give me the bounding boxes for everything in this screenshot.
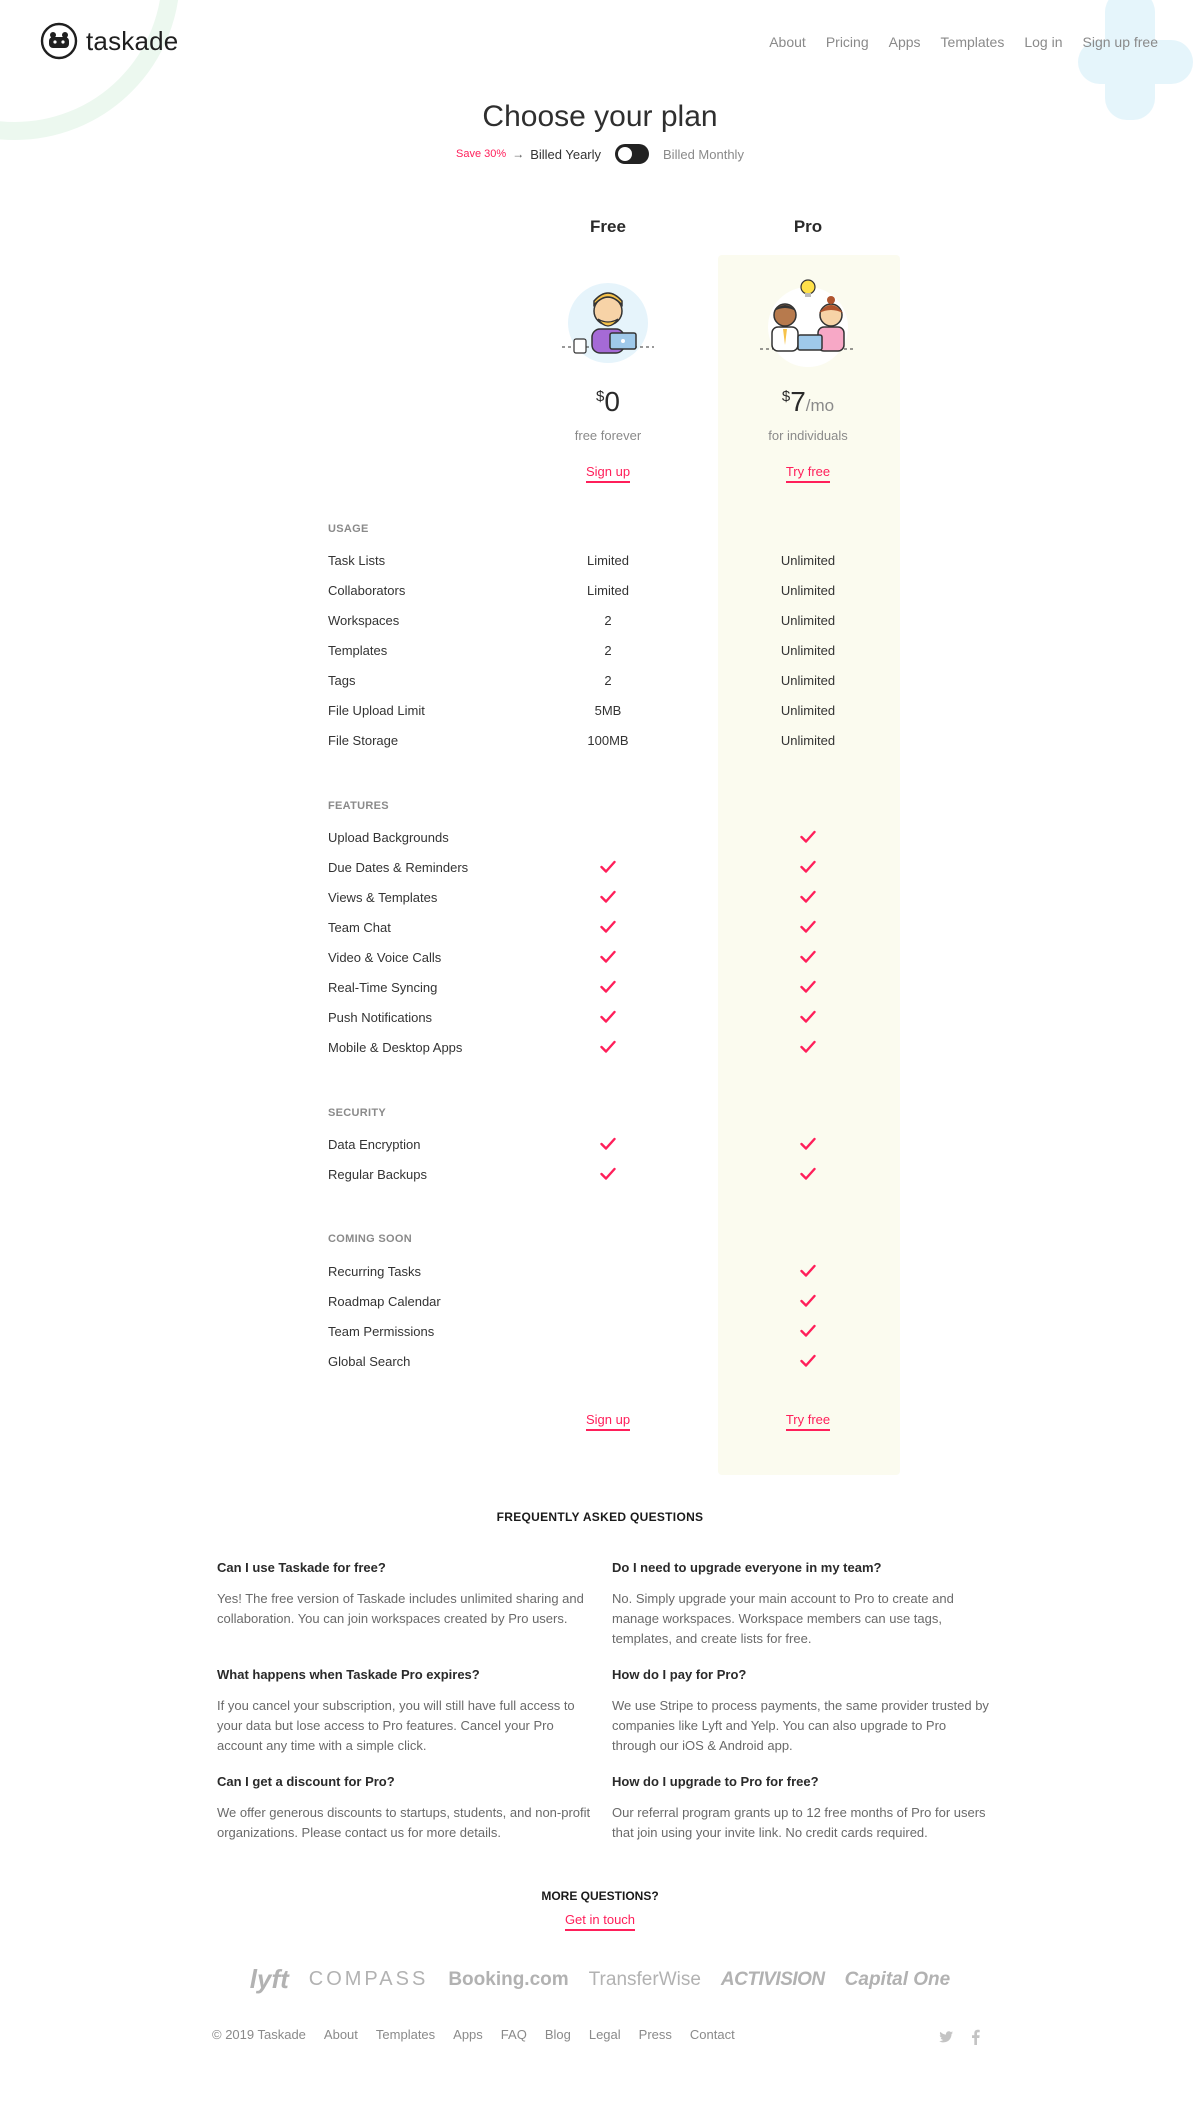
more-questions xyxy=(0,1912,1200,1927)
row-label: File Storage xyxy=(328,733,399,748)
checkmark-icon xyxy=(600,1137,616,1151)
lyft-logo: lyft xyxy=(249,1964,289,1994)
pro-check-icon xyxy=(728,1010,888,1027)
faq-answer: We use Stripe to process payments, the same provider trusted by companies like Lyft and Yelp. You can also upgrade to Pro through our iOS & Android app. xyxy=(612,1698,989,1753)
checkmark-icon xyxy=(600,860,616,874)
row-label: Data Encryption xyxy=(328,1137,421,1152)
pro-plan-illustration xyxy=(758,275,858,375)
pro-check-icon xyxy=(728,830,888,847)
faq-title: FREQUENTLY ASKED QUESTIONS xyxy=(496,1510,704,1524)
pro-value: Unlimited xyxy=(780,673,836,688)
faq-item xyxy=(217,1560,597,1629)
table-row xyxy=(328,1137,888,1157)
checkmark-icon xyxy=(800,980,816,994)
billing-switch xyxy=(0,144,1200,164)
checkmark-icon xyxy=(800,950,816,964)
table-row xyxy=(328,950,888,970)
footer-link-contact[interactable]: Contact xyxy=(689,2027,735,2042)
free-plan-illustration xyxy=(558,275,658,375)
table-row xyxy=(328,980,888,1000)
top-nav xyxy=(769,34,1158,50)
checkmark-icon xyxy=(800,890,816,904)
row-label: Templates xyxy=(328,643,388,658)
faq-answer: Yes! The free version of Taskade includes unlimited sharing and collaboration. You can join workspaces created by Pro users. xyxy=(217,1591,584,1626)
checkmark-icon xyxy=(800,1354,816,1368)
nav-pricing[interactable]: Pricing xyxy=(825,34,869,50)
section-label-usage: USAGE xyxy=(328,523,369,535)
row-label: Team Permissions xyxy=(328,1324,435,1339)
arrow-right-icon: → xyxy=(512,147,525,161)
free-check-icon xyxy=(528,1010,688,1027)
free-price xyxy=(528,386,688,418)
row-label: Recurring Tasks xyxy=(328,1264,421,1279)
table-row xyxy=(328,553,888,573)
section-label-features: FEATURES xyxy=(328,800,389,812)
faq-question: What happens when Taskade Pro expires? xyxy=(217,1667,480,1682)
faq-item xyxy=(612,1560,992,1649)
section-label-security: SECURITY xyxy=(328,1107,387,1119)
free-signup-link-bottom[interactable]: Sign up xyxy=(586,1412,630,1431)
table-row xyxy=(328,613,888,633)
row-label: Push Notifications xyxy=(328,1010,433,1025)
faq-item xyxy=(612,1774,992,1843)
row-label: Upload Backgrounds xyxy=(328,830,449,845)
table-row xyxy=(328,643,888,663)
free-value: Limited xyxy=(587,553,629,568)
plan-name-free: Free xyxy=(590,217,626,236)
site-header xyxy=(0,0,1200,84)
free-amount: 0 xyxy=(604,386,620,417)
logo[interactable] xyxy=(40,22,178,60)
table-row xyxy=(328,1354,888,1374)
nav-templates[interactable]: Templates xyxy=(940,34,1005,50)
pro-value: Unlimited xyxy=(780,733,836,748)
checkmark-icon xyxy=(800,1324,816,1338)
checkmark-icon xyxy=(600,1040,616,1054)
pro-value: Unlimited xyxy=(780,583,836,598)
pro-check-icon xyxy=(728,890,888,907)
pro-check-icon xyxy=(728,1137,888,1154)
pro-cta-bottom xyxy=(728,1412,888,1427)
checkmark-icon xyxy=(800,920,816,934)
checkmark-icon xyxy=(800,830,816,844)
checkmark-icon xyxy=(800,1137,816,1151)
pro-value: Unlimited xyxy=(780,703,836,718)
more-questions-title: MORE QUESTIONS? xyxy=(541,1889,659,1903)
row-label: Roadmap Calendar xyxy=(328,1294,441,1309)
faq-answer: Our referral program grants up to 12 free months of Pro for users that join using your invite link. No credit cards required. xyxy=(612,1805,986,1840)
free-cta-top xyxy=(528,464,688,479)
checkmark-icon xyxy=(600,920,616,934)
pro-check-icon xyxy=(728,980,888,997)
nav-about[interactable]: About xyxy=(769,34,806,50)
table-row xyxy=(328,830,888,850)
pro-price xyxy=(728,386,888,418)
nav-signup[interactable]: Sign up free xyxy=(1082,34,1158,50)
nav-apps[interactable]: Apps xyxy=(888,34,921,50)
pro-check-icon xyxy=(728,860,888,877)
free-value: 2 xyxy=(604,613,612,628)
table-row xyxy=(328,1167,888,1187)
faq-answer: If you cancel your subscription, you will still have full access to your data but lose access to Pro features. Cancel your Pro account any time with a simple click. xyxy=(217,1698,575,1753)
faq-question: Can I use Taskade for free? xyxy=(217,1560,386,1575)
row-label: Views & Templates xyxy=(328,890,438,905)
free-value: 100MB xyxy=(587,733,629,748)
free-value: 5MB xyxy=(594,703,622,718)
row-label: Due Dates & Reminders xyxy=(328,860,469,875)
pro-value: Unlimited xyxy=(780,643,836,658)
checkmark-icon xyxy=(800,1264,816,1278)
faq-question: Can I get a discount for Pro? xyxy=(217,1774,395,1789)
nav-login[interactable]: Log in xyxy=(1024,34,1063,50)
footer xyxy=(212,2027,735,2042)
faq-question: How do I pay for Pro? xyxy=(612,1667,747,1682)
row-label: Video & Voice Calls xyxy=(328,950,442,965)
checkmark-icon xyxy=(800,860,816,874)
table-row xyxy=(328,890,888,910)
pro-check-icon xyxy=(728,950,888,967)
free-value: 2 xyxy=(604,673,612,688)
free-price-subtitle: free forever xyxy=(574,428,642,443)
table-row xyxy=(328,1264,888,1284)
pro-try-link[interactable]: Try free xyxy=(786,464,830,483)
free-value: Limited xyxy=(587,583,629,598)
row-label: Team Chat xyxy=(328,920,391,935)
faq-question: How do I upgrade to Pro for free? xyxy=(612,1774,819,1789)
pro-check-icon xyxy=(728,1264,888,1281)
customer-logos xyxy=(0,1964,1200,1995)
checkmark-icon xyxy=(600,890,616,904)
get-in-touch-link[interactable]: Get in touch xyxy=(565,1912,635,1931)
checkmark-icon xyxy=(800,1294,816,1308)
free-currency: $ xyxy=(596,388,605,405)
table-row xyxy=(328,920,888,940)
pro-check-icon xyxy=(728,1294,888,1311)
pro-check-icon xyxy=(728,1040,888,1057)
faq-answer: No. Simply upgrade your main account to Pro to create and manage workspaces. Workspace members can use tags, templates, and create lists for free. xyxy=(612,1591,954,1646)
pro-check-icon xyxy=(728,920,888,937)
row-label: Tags xyxy=(328,673,356,688)
footer-link-press[interactable]: Press xyxy=(638,2027,672,2042)
pro-check-icon xyxy=(728,1324,888,1341)
row-label: Real-Time Syncing xyxy=(328,980,438,995)
free-check-icon xyxy=(528,980,688,997)
footer-link-faq[interactable]: FAQ xyxy=(500,2027,527,2042)
footer-link-about[interactable]: About xyxy=(323,2027,358,2042)
pro-period: /mo xyxy=(805,396,835,415)
row-label: Workspaces xyxy=(328,613,400,628)
table-row xyxy=(328,1010,888,1030)
faq-answer: We offer generous discounts to startups, students, and non-profit organizations. Please contact us for more details. xyxy=(217,1805,591,1840)
row-label: Regular Backups xyxy=(328,1167,427,1182)
faq-item xyxy=(217,1774,597,1843)
save-badge: Save 30% xyxy=(456,148,507,160)
footer-link-legal[interactable]: Legal xyxy=(588,2027,621,2042)
billing-toggle[interactable] xyxy=(615,144,649,164)
toggle-knob xyxy=(618,147,632,161)
table-row xyxy=(328,1324,888,1344)
table-row xyxy=(328,583,888,603)
footer-link-templates[interactable]: Templates xyxy=(375,2027,436,2042)
checkmark-icon xyxy=(800,1167,816,1181)
free-value: 2 xyxy=(604,643,612,658)
billed-monthly-label[interactable]: Billed Monthly xyxy=(663,146,744,162)
pro-currency: $ xyxy=(781,388,791,405)
free-signup-link[interactable]: Sign up xyxy=(586,464,630,483)
pro-amount: 7 xyxy=(790,386,806,417)
taskade-logo-icon xyxy=(40,22,78,60)
checkmark-icon xyxy=(600,950,616,964)
plan-name-pro: Pro xyxy=(793,217,823,236)
faq-item xyxy=(217,1667,597,1756)
free-check-icon xyxy=(528,890,688,907)
compass-logo: COMPASS xyxy=(308,1968,429,1990)
page-title: Choose your plan xyxy=(482,100,718,133)
pro-value: Unlimited xyxy=(780,613,836,628)
capital-one-logo: Capital One xyxy=(844,1968,951,1990)
pro-check-icon xyxy=(728,1354,888,1371)
free-check-icon xyxy=(528,860,688,877)
faq-item xyxy=(612,1667,992,1756)
row-label: File Upload Limit xyxy=(328,703,425,718)
facebook-icon[interactable] xyxy=(968,2029,984,2045)
table-row xyxy=(328,860,888,880)
free-check-icon xyxy=(528,950,688,967)
pro-try-link-bottom[interactable]: Try free xyxy=(786,1412,830,1431)
logo-wordmark: taskade xyxy=(86,25,179,56)
transferwise-logo: TransferWise xyxy=(588,1968,701,1990)
free-cta-bottom xyxy=(528,1412,688,1427)
copyright: © 2019 Taskade xyxy=(212,2027,306,2042)
footer-link-apps[interactable]: Apps xyxy=(453,2027,483,2042)
billed-yearly-label[interactable]: Billed Yearly xyxy=(530,146,602,162)
pro-check-icon xyxy=(728,1167,888,1184)
section-label-coming-soon: COMING SOON xyxy=(328,1233,412,1245)
pro-value: Unlimited xyxy=(780,553,836,568)
activision-logo: ACTIVISION xyxy=(720,1968,825,1990)
checkmark-icon xyxy=(800,1010,816,1024)
free-check-icon xyxy=(528,1167,688,1184)
pro-price-subtitle: for individuals xyxy=(768,428,848,443)
row-label: Collaborators xyxy=(328,583,406,598)
table-row xyxy=(328,673,888,693)
booking-logo: Booking.com xyxy=(448,1968,569,1990)
free-check-icon xyxy=(528,1137,688,1154)
checkmark-icon xyxy=(600,980,616,994)
pro-cta-top xyxy=(728,464,888,479)
checkmark-icon xyxy=(600,1167,616,1181)
table-row xyxy=(328,733,888,753)
free-check-icon xyxy=(528,920,688,937)
table-row xyxy=(328,1294,888,1314)
checkmark-icon xyxy=(800,1040,816,1054)
checkmark-icon xyxy=(600,1010,616,1024)
faq-question: Do I need to upgrade everyone in my team? xyxy=(612,1560,882,1575)
footer-link-blog[interactable]: Blog xyxy=(544,2027,571,2042)
twitter-icon[interactable] xyxy=(938,2029,954,2045)
table-row xyxy=(328,1040,888,1060)
row-label: Task Lists xyxy=(328,553,386,568)
row-label: Mobile & Desktop Apps xyxy=(328,1040,463,1055)
table-row xyxy=(328,703,888,723)
row-label: Global Search xyxy=(328,1354,411,1369)
free-check-icon xyxy=(528,1040,688,1057)
